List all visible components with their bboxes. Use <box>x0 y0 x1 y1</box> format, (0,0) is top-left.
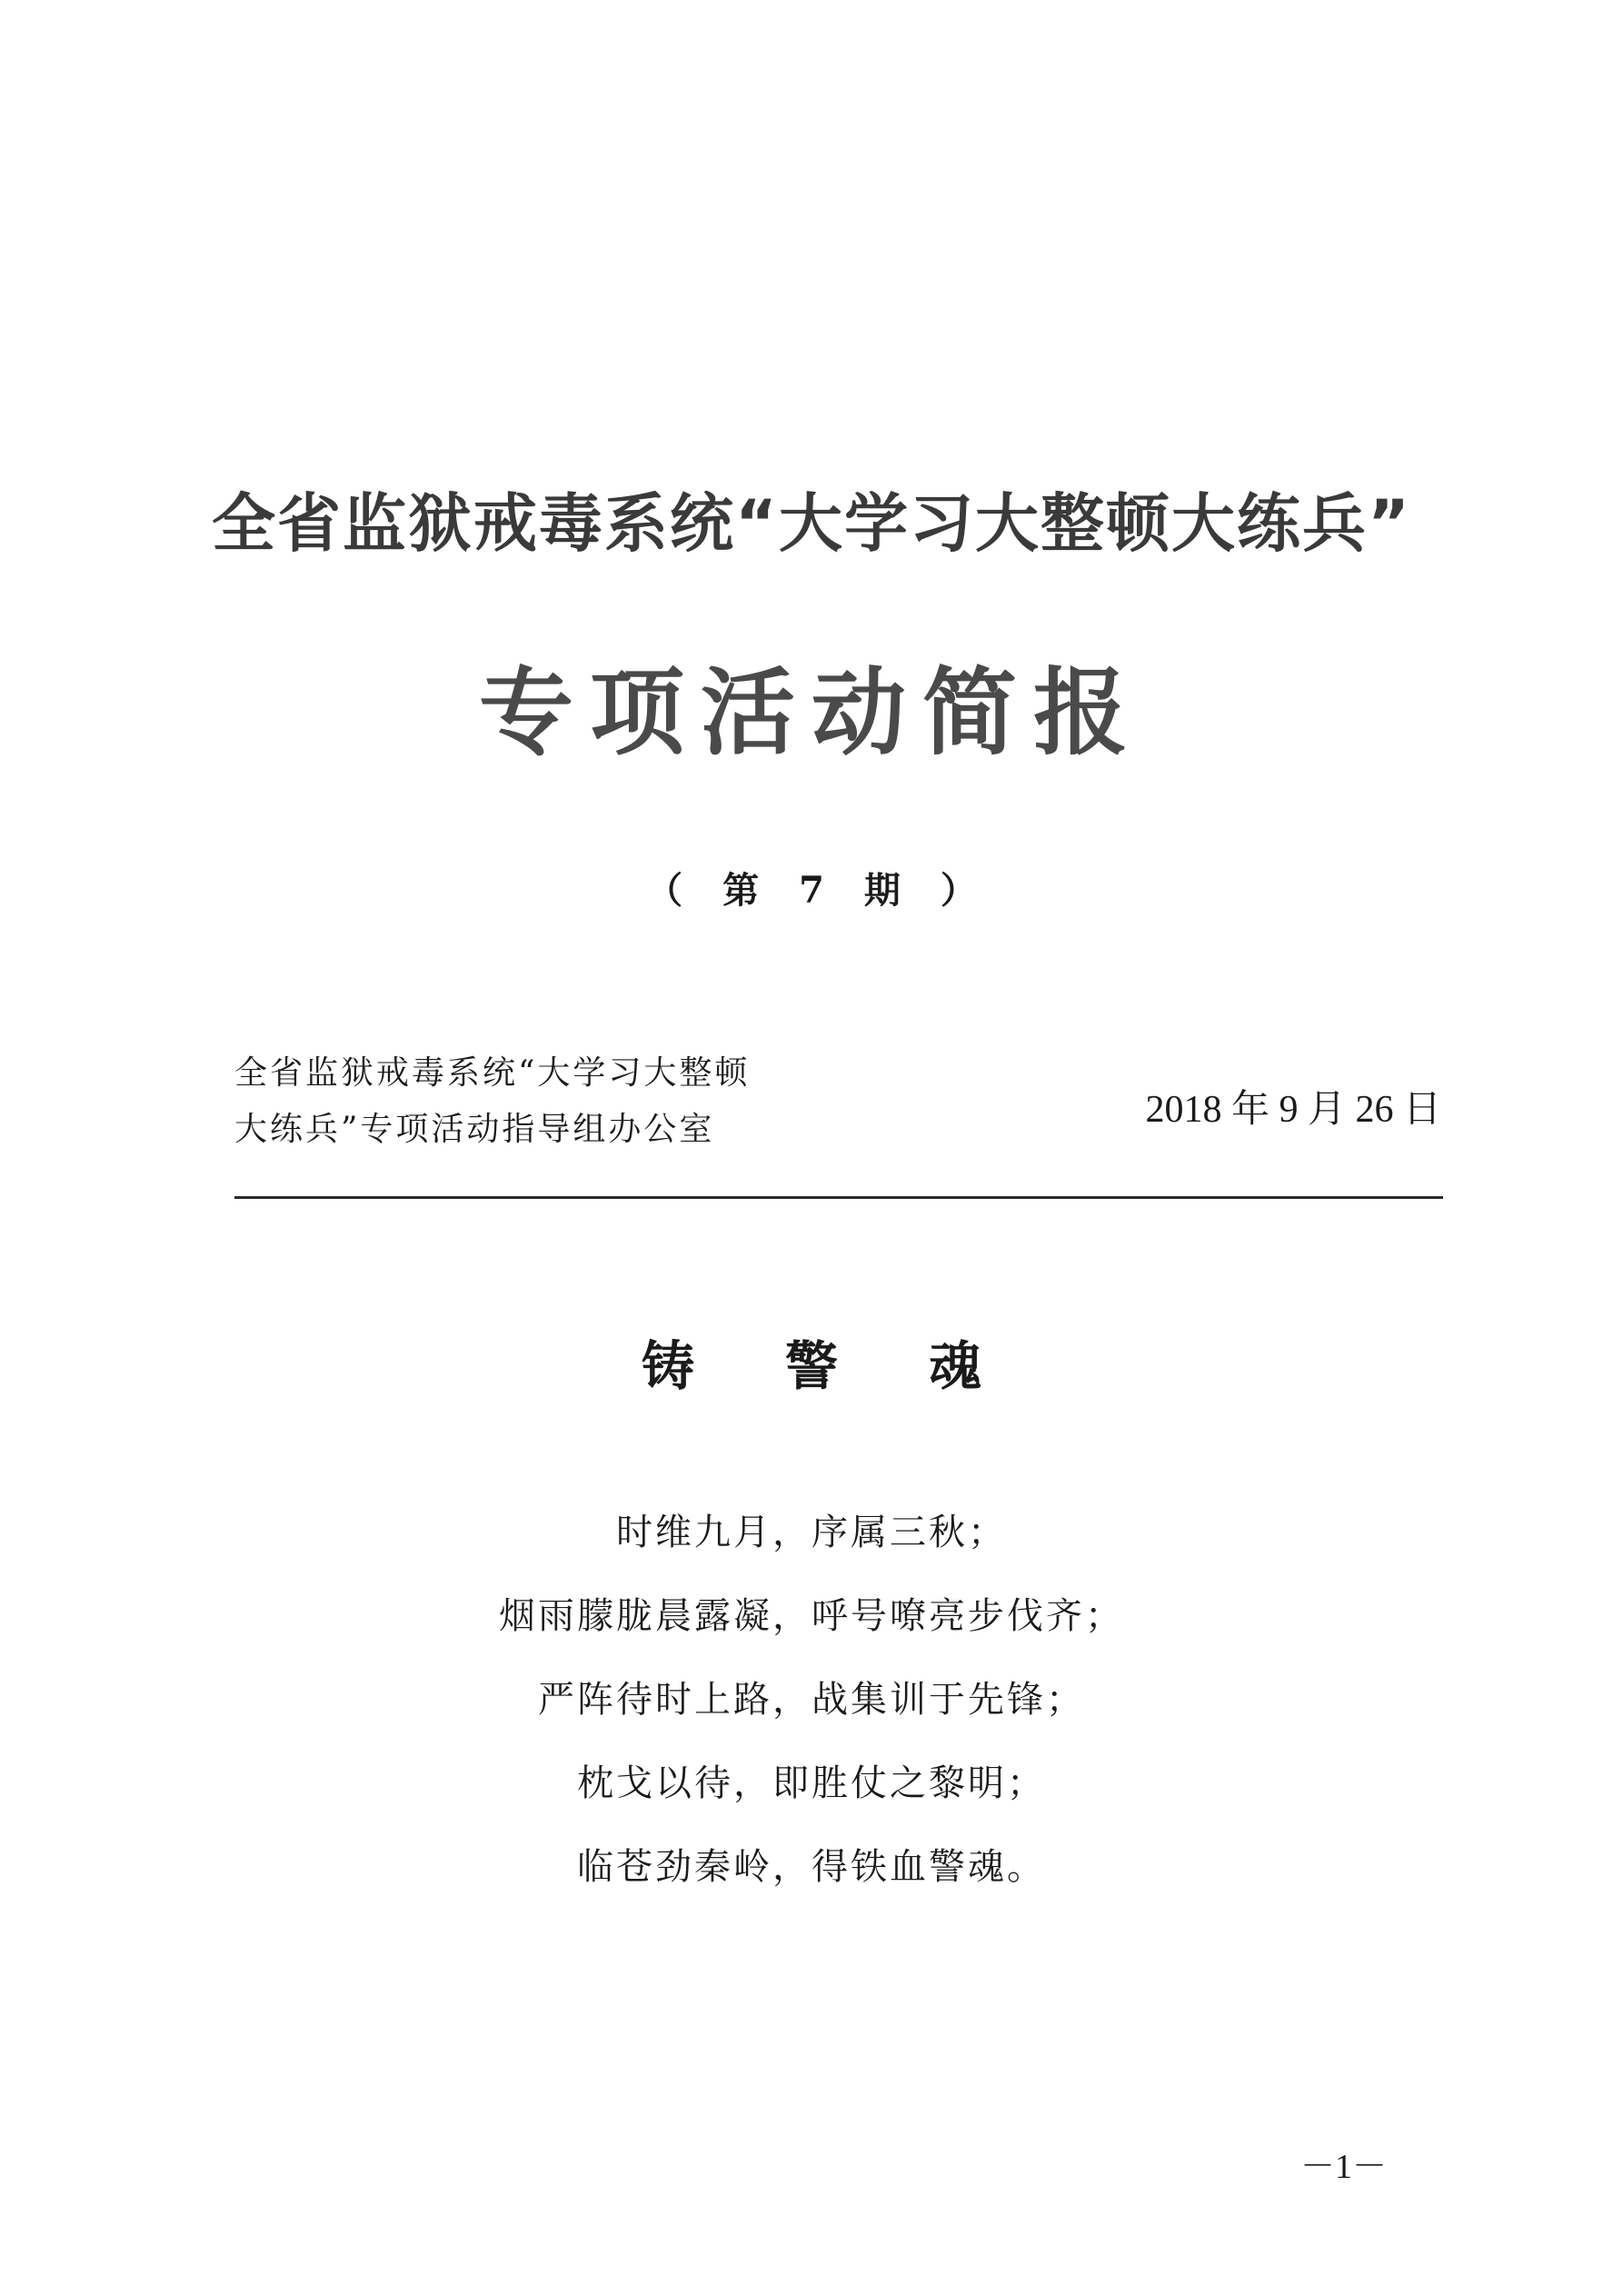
header-divider <box>234 1196 1443 1199</box>
article-title-char: 铸 <box>641 1335 694 1397</box>
issue-number <box>0 862 1623 913</box>
issuing-office <box>234 1045 750 1158</box>
issuing-office-line2: 大练兵”专项活动指导组办公室 <box>234 1111 715 1148</box>
poem-line: 时维九月，序属三秋； <box>616 1512 1007 1553</box>
issue-suffix: 期 <box>863 869 901 912</box>
article-title-char: 魂 <box>929 1335 982 1397</box>
issue-open-paren: （ <box>646 869 683 912</box>
poem-line: 烟雨朦胧晨露凝，呼号嘹亮步伐齐； <box>499 1595 1124 1637</box>
issue-prefix: 第 <box>722 869 760 912</box>
article-body <box>0 1491 1623 1909</box>
bulletin-title-line1: 全省监狱戒毒系统“大学习大整顿大练兵” <box>211 486 1411 561</box>
bulletin-title-line2: 专项活动简报 <box>478 657 1144 768</box>
page-number: －1－ <box>1299 2148 1387 2186</box>
issue-close-paren: ） <box>940 869 977 912</box>
article-title-char: 警 <box>784 1335 838 1397</box>
issue-number-value: 7 <box>799 869 824 912</box>
issue-date: 2018 年 9 月 26 日 <box>1145 1089 1441 1131</box>
poem-line: 枕戈以待，即胜仗之黎明； <box>577 1762 1046 1804</box>
poem-line: 临苍劲秦岭，得铁血警魂。 <box>577 1846 1046 1888</box>
article-title <box>0 1323 1623 1400</box>
poem-line: 严阵待时上路，战集训于先锋； <box>538 1679 1085 1721</box>
issuing-office-line1: 全省监狱戒毒系统“大学习大整顿 <box>234 1054 751 1092</box>
